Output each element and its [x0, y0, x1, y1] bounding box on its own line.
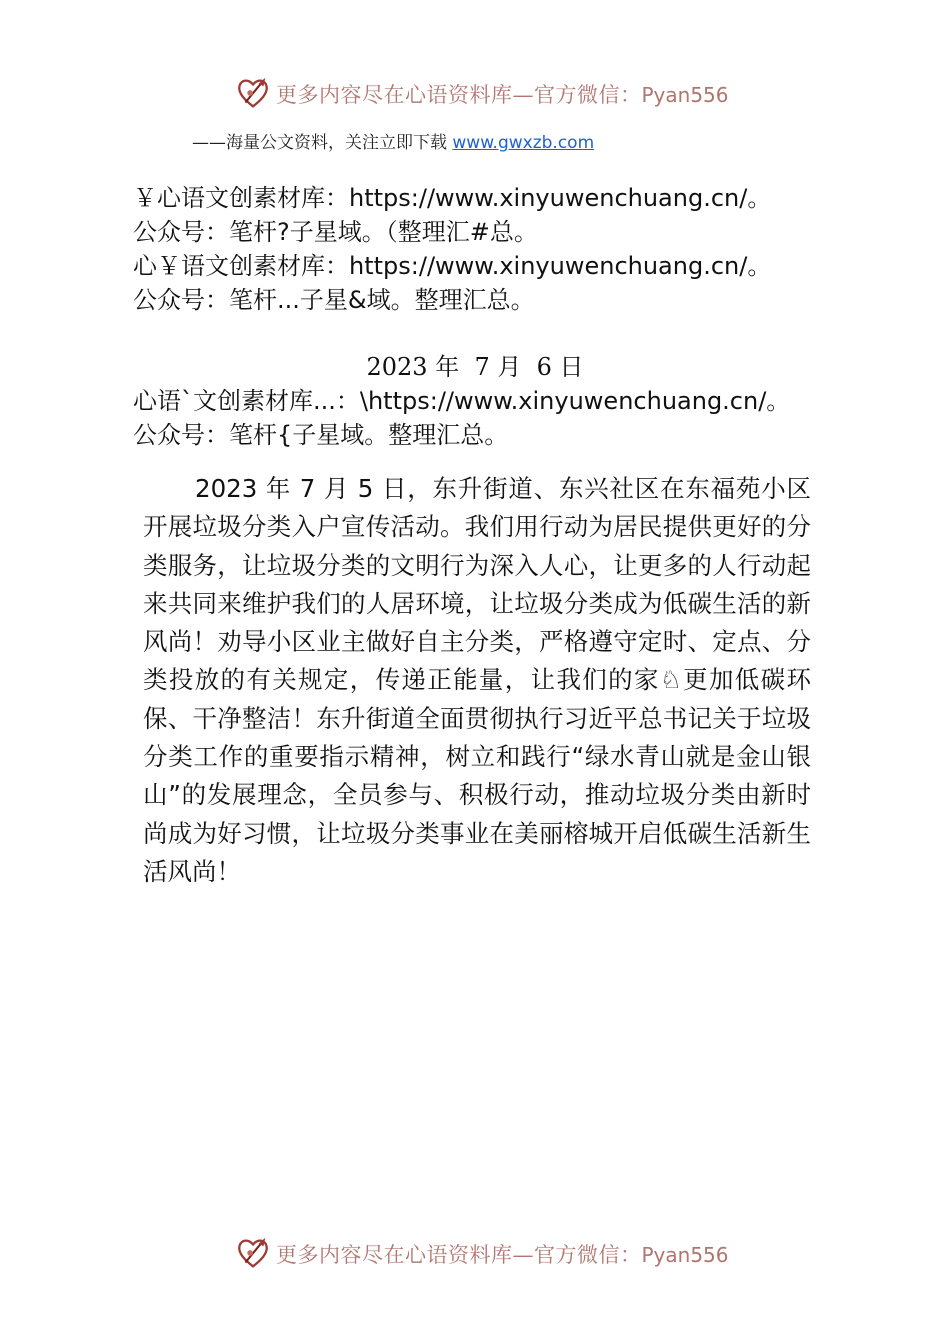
body-paragraph: 2023 年 7 月 5 日，东升街道、东兴社区在东福苑小区开展垃圾分类入户宣传活动。我们用行动为居民提供更好的分类服务，让垃圾分类的文明行为深入人心，让更多的人行动起来共同来维护我们的人居环境，让垃圾分类成为低碳生活的新风尚！劝导小区业主做好自主分类，严格遵守定时、定点、分类投放的有关规定，传递正能量，让我们的家♘更加低碳环保、干净整洁！东升街道全面贯彻执行习近平总书记关于垃圾分类工作的重要指示精神，树立和践行“绿水青山就是金山银山”的发展理念，全员参与、积极行动，推动垃圾分类由新时尚成为好习惯，让垃圾分类事业在美丽榕城开启低碳生活新生活风尚！ — [143, 474, 811, 886]
footer-watermark — [0, 1230, 950, 1278]
meta-line-3: 心￥语文创素材库：https://www.xinyuwenchuang.cn/。 — [133, 252, 772, 280]
meta-line-6: 公众号：笔杆{子星域。整理汇总。 — [133, 421, 509, 449]
download-tagline — [192, 128, 594, 153]
heart-quill-logo-icon — [234, 74, 272, 112]
header-watermark — [0, 70, 950, 118]
meta-line-4: 公众号：笔杆...子星&域。整理汇总。 — [133, 286, 535, 314]
document-date: 2023 年 7 月 6 日 — [366, 353, 584, 381]
meta-line-5: 心语`文创素材库...：\https://www.xinyuwenchuang.cn/。 — [133, 387, 791, 415]
meta-line-2: 公众号：笔杆?子星域。（整理汇#总。 — [133, 218, 538, 246]
brand-text: 更多内容尽在心语资料库—官方微信：Pyan556 — [276, 1243, 729, 1267]
brand-text: 更多内容尽在心语资料库—官方微信：Pyan556 — [276, 83, 729, 107]
meta-line-1: ￥心语文创素材库：https://www.xinyuwenchuang.cn/。 — [133, 184, 772, 212]
download-link[interactable]: www.gwxzb.com — [452, 133, 595, 153]
tagline-text: ——海量公文资料，关注立即下载 — [192, 133, 453, 153]
heart-quill-logo-icon — [234, 1234, 272, 1272]
